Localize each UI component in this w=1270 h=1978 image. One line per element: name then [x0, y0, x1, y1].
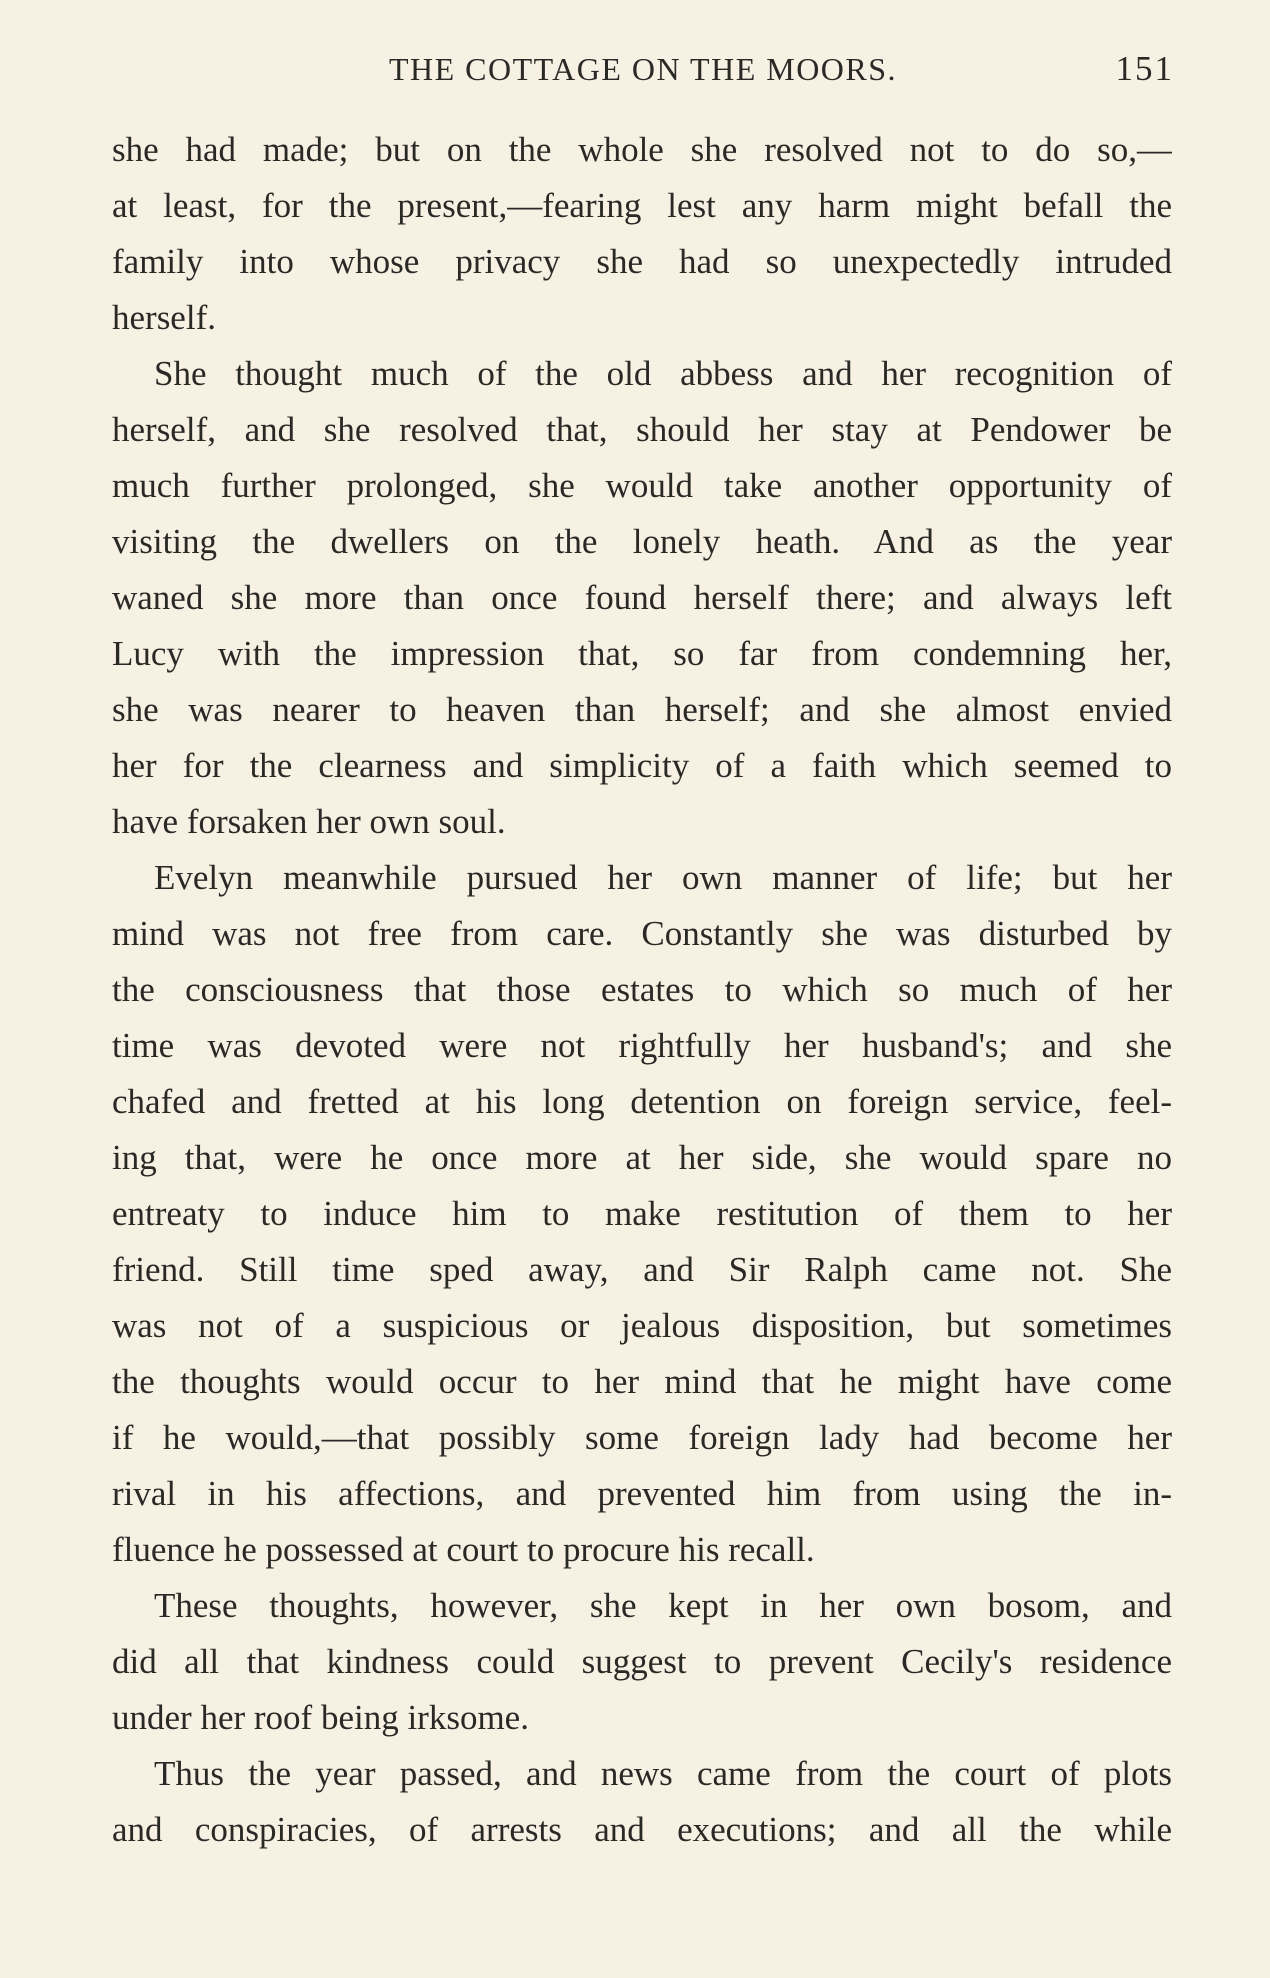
text-line: family into whose privacy she had so unexpectedly intruded [112, 242, 1172, 281]
text-line: entreaty to induce him to make restitution of them to her [112, 1194, 1172, 1233]
text-line: herself. [112, 298, 216, 337]
running-title: THE COTTAGE ON THE MOORS. [388, 51, 898, 87]
text-line: did all that kindness could suggest to prevent Cecily's residence [112, 1642, 1172, 1681]
text-line: have forsaken her own soul. [112, 802, 506, 841]
text-line: if he would,—that possibly some foreign lady had become her [112, 1418, 1172, 1457]
text-line: Evelyn meanwhile pursued her own manner of life; but her [154, 858, 1172, 897]
text-line: friend. Still time sped away, and Sir Ralph came not. She [112, 1250, 1172, 1289]
text-line: herself, and she resolved that, should her stay at Pendower be [112, 410, 1172, 449]
paragraph [112, 850, 1172, 1578]
paragraph [112, 1578, 1172, 1746]
text-line: she was nearer to heaven than herself; and she almost envied [112, 690, 1172, 729]
text-line: waned she more than once found herself there; and always left [112, 578, 1172, 617]
text-line: mind was not free from care. Constantly she was disturbed by [112, 914, 1172, 953]
text-line: under her roof being irksome. [112, 1698, 529, 1737]
text-line: the consciousness that those estates to which so much of her [112, 970, 1172, 1009]
page-header [112, 46, 1174, 92]
text-line: was not of a suspicious or jealous disposition, but sometimes [112, 1306, 1172, 1345]
paragraph [112, 346, 1172, 850]
text-line: much further prolonged, she would take another opportunity of [112, 466, 1172, 505]
paragraph [112, 1746, 1172, 1858]
text-line: rival in his affections, and prevented him from using the in- [112, 1474, 1172, 1513]
text-line: her for the clearness and simplicity of a faith which seemed to [112, 746, 1172, 785]
text-line: These thoughts, however, she kept in her own bosom, and [154, 1586, 1172, 1625]
body-text [112, 122, 1172, 1858]
text-line: and conspiracies, of arrests and executions; and all the while [112, 1810, 1172, 1849]
text-line: Lucy with the impression that, so far from condemning her, [112, 634, 1172, 673]
page-number: 151 [1115, 49, 1174, 88]
text-line: Thus the year passed, and news came from the court of plots [154, 1754, 1172, 1793]
text-line: ing that, were he once more at her side, she would spare no [112, 1138, 1172, 1177]
paragraph [112, 122, 1172, 346]
text-line: She thought much of the old abbess and her recognition of [154, 354, 1172, 393]
text-line: fluence he possessed at court to procure his recall. [112, 1530, 815, 1569]
text-line: time was devoted were not rightfully her husband's; and she [112, 1026, 1172, 1065]
text-line: at least, for the present,—fearing lest any harm might befall the [112, 186, 1172, 225]
text-line: visiting the dwellers on the lonely heath. And as the year [112, 522, 1172, 561]
text-line: the thoughts would occur to her mind that he might have come [112, 1362, 1172, 1401]
text-line: chafed and fretted at his long detention on foreign service, feel- [112, 1082, 1172, 1121]
text-line: she had made; but on the whole she resolved not to do so,— [112, 130, 1172, 169]
